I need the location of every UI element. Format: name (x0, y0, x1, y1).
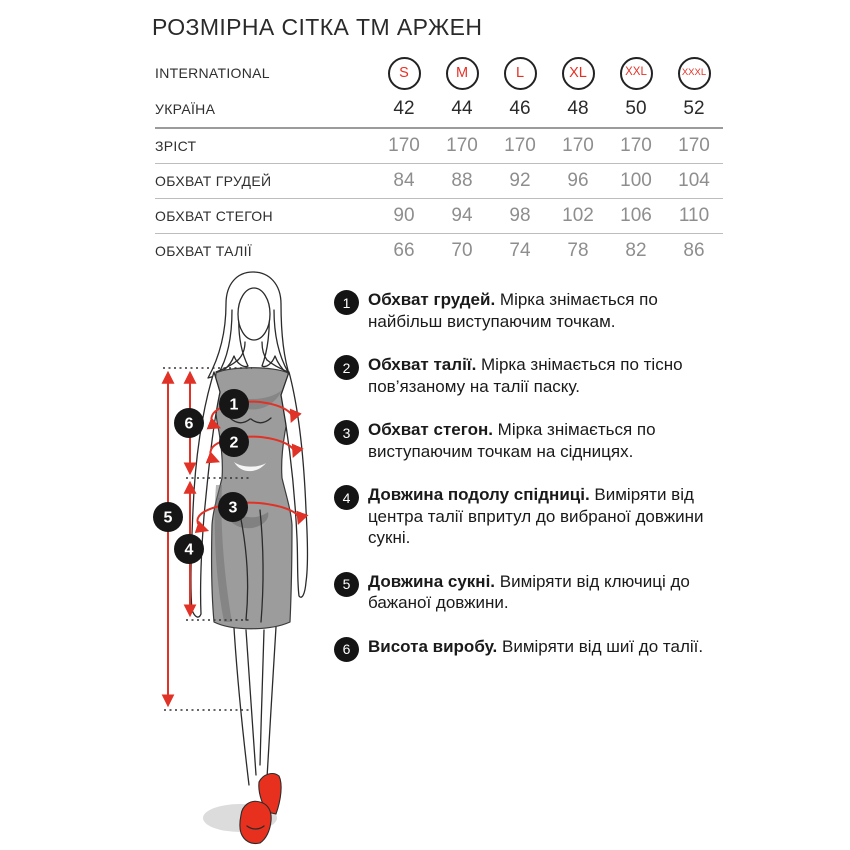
size-badge: S (388, 57, 421, 90)
legend-text: Довжина сукні. Виміряти від ключиці до бажаної довжини. (368, 571, 690, 612)
legend-text: Обхват стегон. Мірка знімається по виступаючим точкам на сідницях. (368, 420, 656, 461)
legend-item-3 (334, 419, 734, 462)
table-row (155, 234, 723, 268)
size-value-cell: 170 (446, 135, 478, 156)
legend-text: Висота виробу. Виміряти від шиї до талії. (368, 636, 704, 656)
measurement-figure (140, 270, 340, 850)
legend-number-badge: 6 (334, 637, 359, 662)
size-value-cell: 170 (388, 135, 420, 156)
size-value-cell: 96 (567, 170, 589, 191)
size-value-cell: 102 (562, 205, 594, 226)
size-value-cell: 48 (567, 97, 589, 119)
measure-row-label: ОБХВАТ ГРУДЕЙ (155, 173, 272, 189)
legend-number-badge: 5 (334, 572, 359, 597)
figure-marker-1: 1 (229, 396, 239, 414)
measurement-legend (334, 289, 734, 684)
legend-text: Обхват грудей. Мірка знімається по найбільш виступаючим точкам. (368, 290, 658, 331)
size-value-cell: 92 (509, 170, 531, 191)
size-value-cell: 170 (562, 135, 594, 156)
figure-marker-2: 2 (229, 434, 239, 452)
size-value-cell: 46 (509, 97, 531, 119)
legend-number-badge: 1 (334, 290, 359, 315)
legend-item-2 (334, 354, 734, 397)
legend-number-badge: 4 (334, 485, 359, 510)
measure-row-label: ЗРІСТ (155, 138, 197, 154)
size-value-cell: 170 (620, 135, 652, 156)
international-size-cell (491, 57, 549, 90)
international-size-cell (375, 57, 433, 90)
measure-row-label: ОБХВАТ СТЕГОН (155, 208, 273, 224)
legend-text: Довжина подолу спідниці. Виміряти від центра талії впритул до вибраної довжини сукні. (368, 485, 704, 547)
figure-legs (234, 627, 276, 785)
legend-item-1 (334, 289, 734, 332)
size-table (155, 56, 723, 268)
size-value-cell: 106 (620, 205, 652, 226)
size-value-cell: 78 (567, 240, 589, 261)
size-value-cell: 84 (393, 170, 415, 191)
size-badge: M (446, 57, 479, 90)
size-badge: L (504, 57, 537, 90)
table-row (155, 199, 723, 234)
size-value-cell: 94 (451, 205, 473, 226)
size-value-cell: 170 (678, 135, 710, 156)
international-size-cell (607, 57, 665, 90)
legend-item-6 (334, 636, 734, 662)
figure-marker-6: 6 (184, 415, 194, 433)
legend-item-4 (334, 484, 734, 549)
table-row (155, 129, 723, 164)
size-value-cell: 70 (451, 240, 473, 261)
size-value-cell: 82 (625, 240, 647, 261)
figure-marker-5: 5 (163, 509, 173, 527)
table-row (155, 56, 723, 90)
size-value-cell: 170 (504, 135, 536, 156)
red-heels (240, 774, 281, 844)
international-size-cell (665, 57, 723, 90)
international-size-cell (549, 57, 607, 90)
size-value-cell: 104 (678, 170, 710, 191)
size-value-cell: 100 (620, 170, 652, 191)
legend-number-badge: 2 (334, 355, 359, 380)
measure-row-label: ОБХВАТ ТАЛІЇ (155, 243, 252, 259)
size-value-cell: 98 (509, 205, 531, 226)
legend-item-5 (334, 571, 734, 614)
size-value-cell: 90 (393, 205, 415, 226)
international-size-cell (433, 57, 491, 90)
size-value-cell: 42 (393, 97, 415, 119)
ukraine-row-label: УКРАЇНА (155, 100, 216, 117)
size-value-cell: 52 (683, 97, 705, 119)
size-value-cell: 44 (451, 97, 473, 119)
legend-text: Обхват талії. Мірка знімається по тісно пов’язаному на талії паску. (368, 355, 683, 396)
size-value-cell: 50 (625, 97, 647, 119)
figure-marker-4: 4 (184, 541, 194, 559)
table-row (155, 164, 723, 199)
international-row-label: INTERNATIONAL (155, 65, 270, 81)
page-title: РОЗМІРНА СІТКА ТМ АРЖЕН (152, 14, 483, 40)
table-row (155, 90, 723, 129)
size-value-cell: 74 (509, 240, 531, 261)
size-value-cell: 86 (683, 240, 705, 261)
size-badge: XXL (620, 57, 653, 90)
size-value-cell: 66 (393, 240, 415, 261)
legend-number-badge: 3 (334, 420, 359, 445)
figure-marker-3: 3 (228, 499, 238, 517)
size-value-cell: 110 (678, 205, 710, 226)
size-badge: XL (562, 57, 595, 90)
size-badge: XXXL (678, 57, 711, 90)
size-value-cell: 88 (451, 170, 473, 191)
